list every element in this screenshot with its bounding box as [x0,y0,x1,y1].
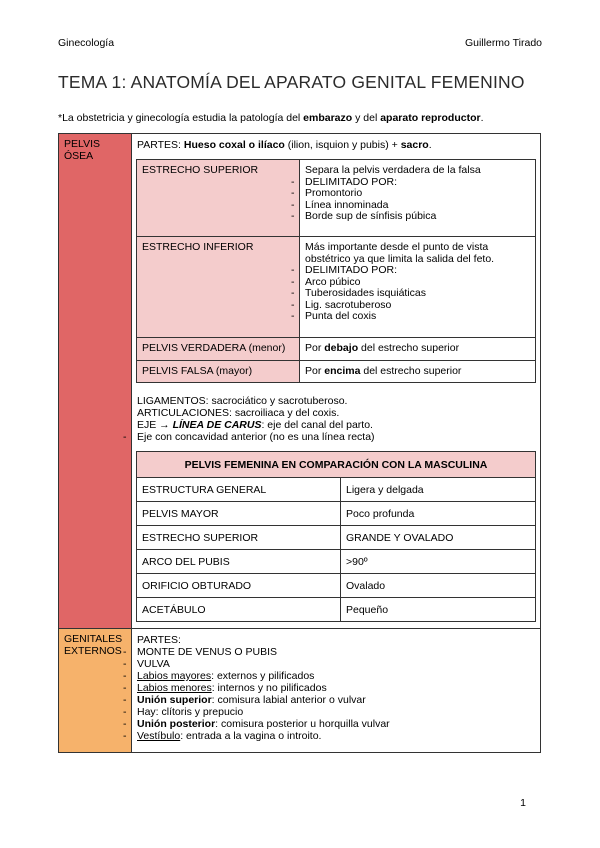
eje-sub-item: - Eje con concavidad anterior (no es una línea recta) [137,431,536,443]
comparison-value: >90º [341,550,536,574]
pelvis-verdadera-label: PELVIS VERDADERA (menor) [137,338,300,361]
pelvis-category-cell [59,134,132,629]
comparison-value: Pequeño [341,598,536,622]
list-item: - Arco púbico [305,277,530,289]
pelvis-falsa-label: PELVIS FALSA (mayor) [137,360,300,383]
list-item: - Labios mayores: externos y pilificados [137,670,536,682]
genitales-category-cell [59,629,132,753]
intro-text: *La obstetricia y ginecología estudia la patología del embarazo y del aparato reproductor. [58,112,484,124]
estrecho-inferior-label: ESTRECHO INFERIOR [137,237,300,338]
table-row [137,526,536,550]
list-item: - Punta del coxis [305,311,530,323]
table-row [137,574,536,598]
pelvis-content [132,134,541,629]
list-item: - Tuberosidades isquiáticas [305,288,530,300]
list-item: - Unión posterior: comisura posterior u horquilla vulvar [137,718,536,730]
comparison-value: GRANDE Y OVALADO [341,526,536,550]
genitales-content [132,629,541,753]
page-number: 1 [520,797,526,809]
pelvis-falsa-row [137,360,536,383]
articulaciones-text: ARTICULACIONES: sacroiliaca y del coxis. [137,407,340,419]
table-row [137,478,536,502]
list-item: - Línea innominada [305,200,530,212]
comparison-key: ARCO DEL PUBIS [137,550,341,574]
ligamentos-text: LIGAMENTOS: sacrociático y sacrotuberoso. [137,395,348,407]
estrecho-inferior-row [137,237,536,338]
estrecho-superior-row [137,160,536,237]
genitales-section [59,629,541,753]
comparison-value: Poco profunda [341,502,536,526]
list-item: - Promontorio [305,188,530,200]
estrecho-superior-label: ESTRECHO SUPERIOR [137,160,300,237]
genitales-partes: PARTES: [137,634,181,646]
list-item: - Hay: clítoris y prepucio [137,706,536,718]
comparison-key: PELVIS MAYOR [137,502,341,526]
list-item: - Labios menores: internos y no pilificados [137,682,536,694]
eje-text: EJE → LÍNEA DE CARUS: eje del canal del parto. [137,419,373,431]
comparison-key: ESTRUCTURA GENERAL [137,478,341,502]
pelvis-category-line2: ÓSEA [64,150,94,162]
genitales-category-line2: EXTERNOS [64,645,122,657]
comparison-key: ORIFICIO OBTURADO [137,574,341,598]
list-item: - MONTE DE VENUS O PUBIS [137,646,536,658]
comparison-table [136,451,536,622]
comparison-title: PELVIS FEMENINA EN COMPARACIÓN CON LA MASCULINA [137,452,536,478]
estrecho-superior-desc: Separa la pelvis verdadera de la falsa - DELIMITADO POR: - Promontorio - Línea innominada - Borde sup de sínfisis púbica [300,160,536,237]
genitales-category-line1: GENITALES [64,633,123,645]
list-item: - Vestíbulo: entrada a la vagina o introito. [137,730,536,742]
header-author: Guillermo Tirado [464,37,542,49]
pelvis-verdadera-row [137,338,536,361]
comparison-value: Ovalado [341,574,536,598]
pelvis-section [59,134,541,629]
table-row [137,550,536,574]
estrechos-table [136,159,536,383]
list-item: - Lig. sacrotuberoso [305,300,530,312]
comparison-value: Ligera y delgada [341,478,536,502]
list-item: - Unión superior: comisura labial anterior o vulvar [137,694,536,706]
pelvis-falsa-desc: Por encima del estrecho superior [300,360,536,383]
list-item: - VULVA [137,658,536,670]
estrecho-inferior-desc: Más importante desde el punto de vista obstétrico ya que limita la salida del feto. - DELIMITADO POR: - Arco púbico - Tuberosidades isquiáticas - Lig. sacrotuberoso - Punta del coxis [300,237,536,338]
list-item: - Borde sup de sínfisis púbica [305,211,530,223]
table-row [137,598,536,622]
table-row [137,502,536,526]
pelvis-category-line1: PELVIS [64,138,100,150]
header-subject: Ginecología [58,37,115,49]
comparison-key: ACETÁBULO [137,598,341,622]
comparison-key: ESTRECHO SUPERIOR [137,526,341,550]
main-table [58,133,541,753]
pelvis-verdadera-desc: Por debajo del estrecho superior [300,338,536,361]
pelvis-partes: PARTES: Hueso coxal o ilíaco (ilion, isquion y pubis) + sacro. [137,139,432,151]
page-title: TEMA 1: ANATOMÍA DEL APARATO GENITAL FEMENINO [58,72,525,92]
